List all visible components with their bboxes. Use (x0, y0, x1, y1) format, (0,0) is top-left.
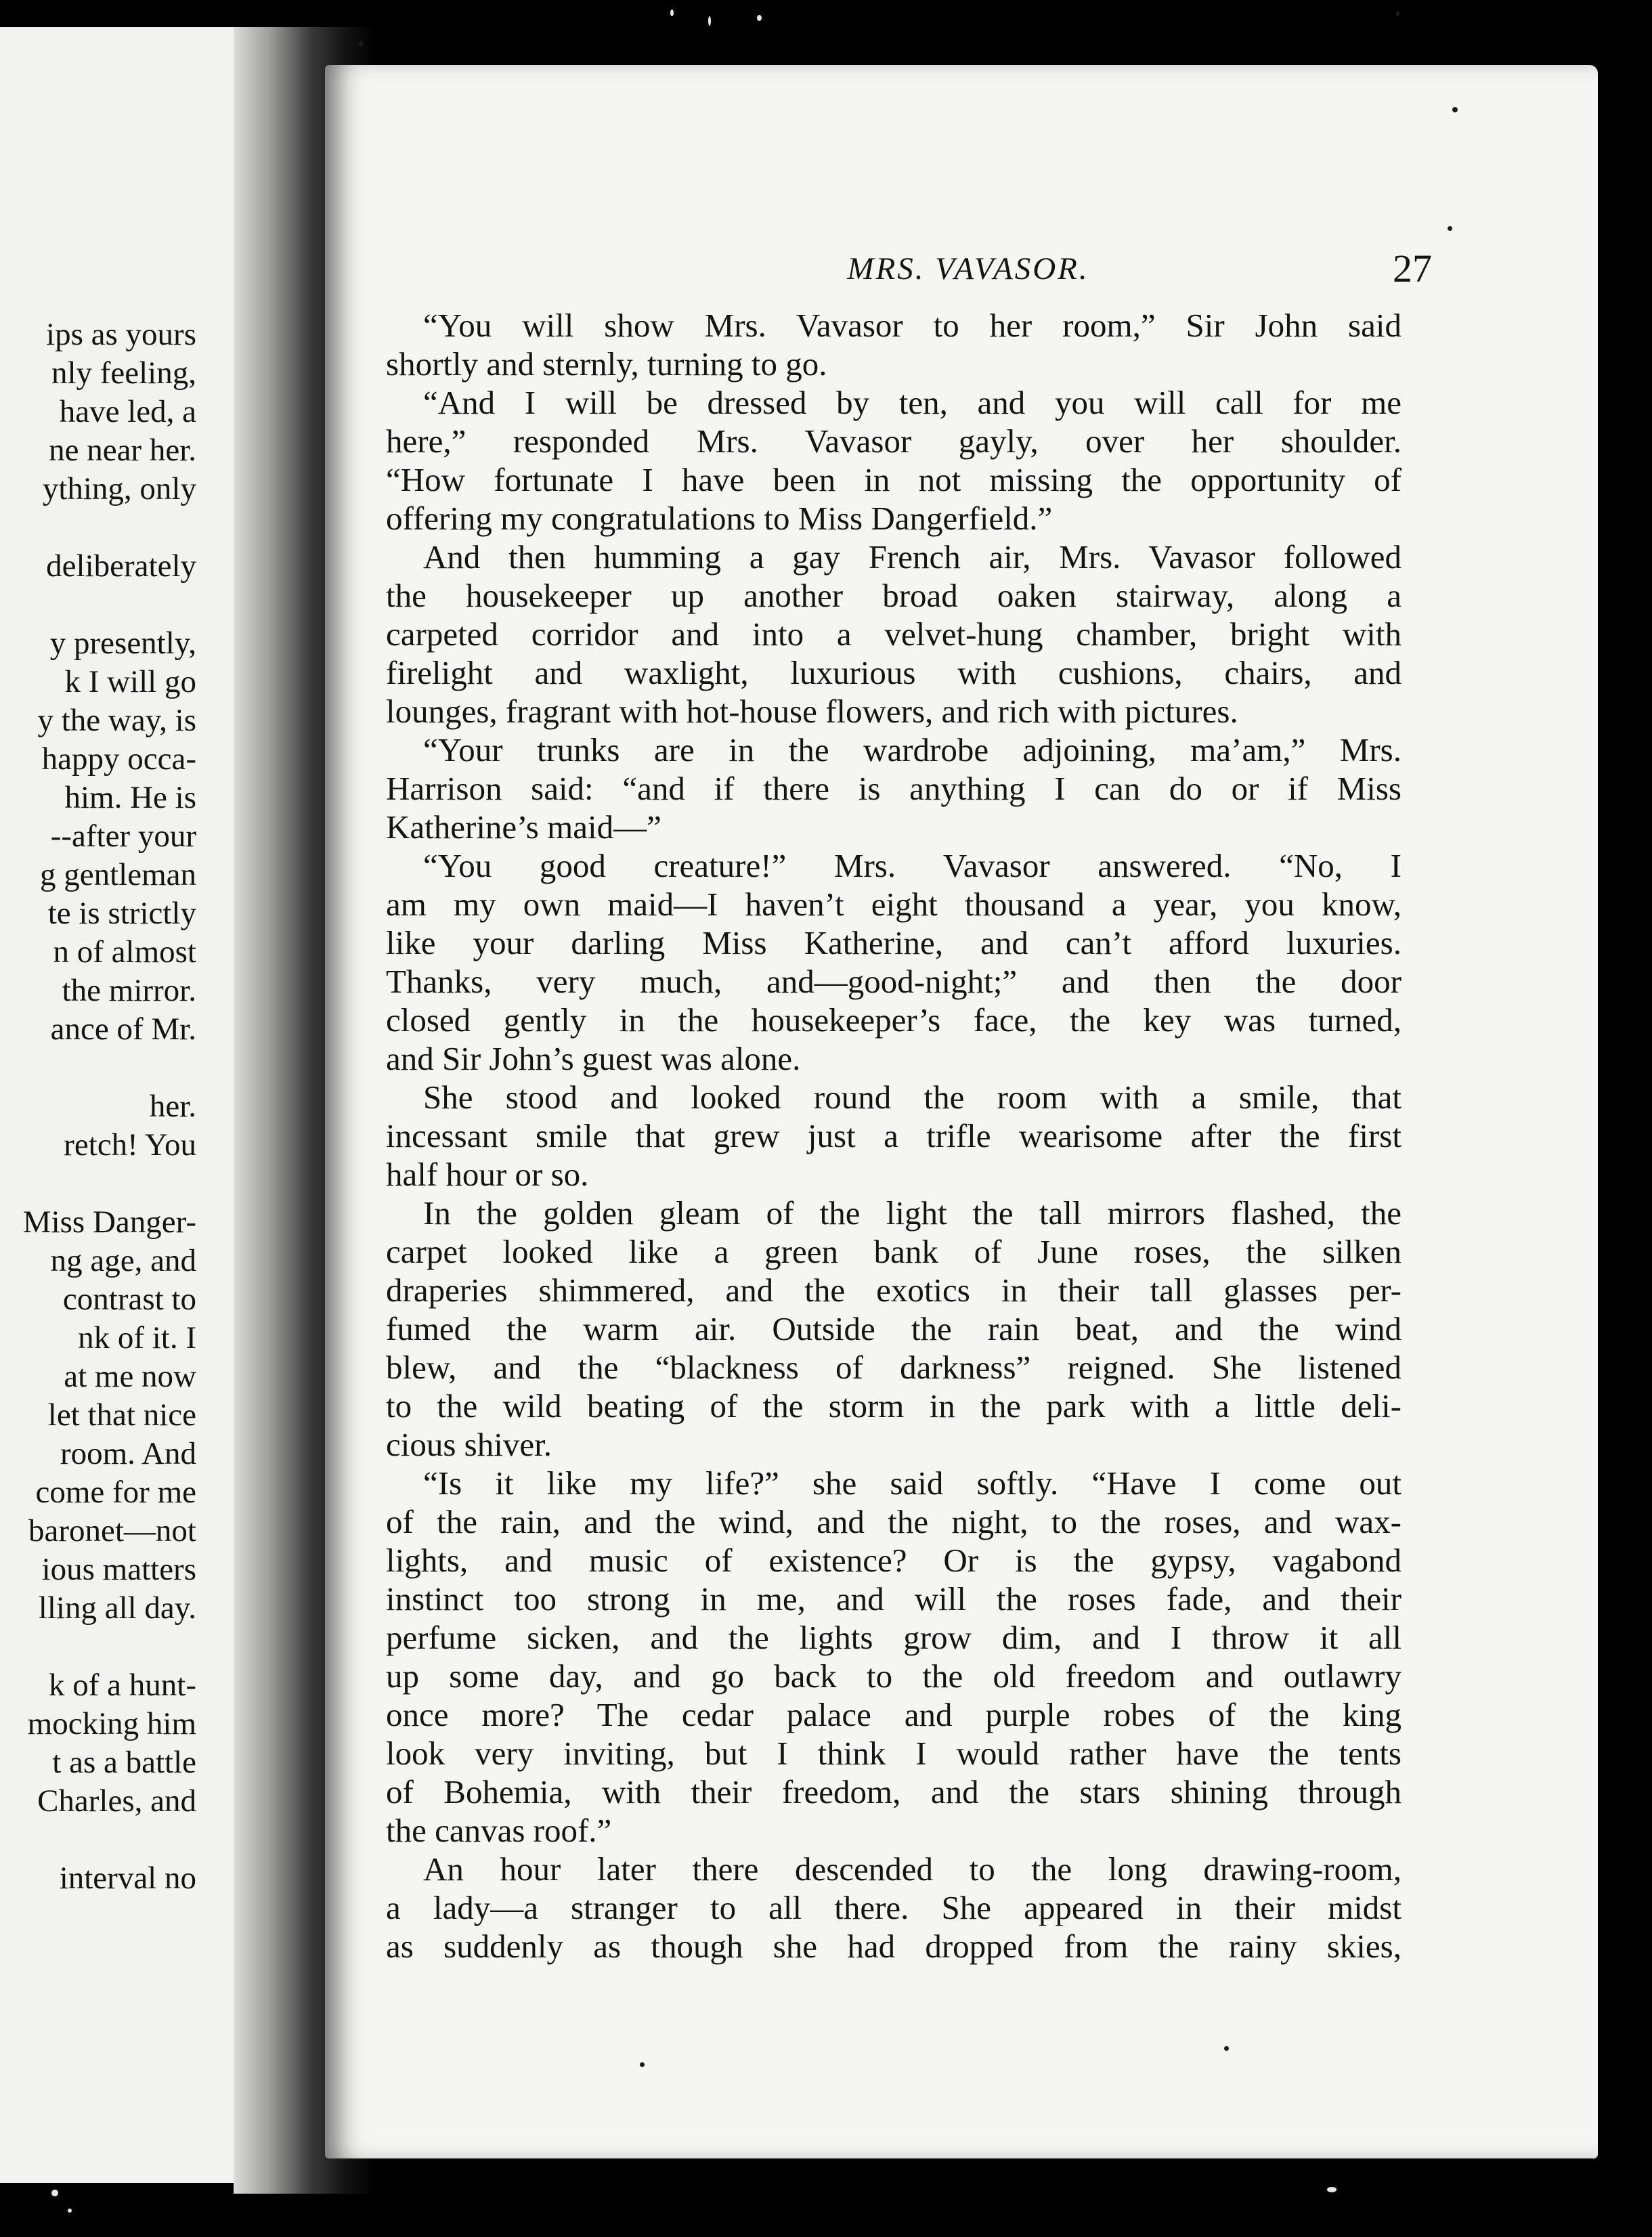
previous-page-line: ious matters (41, 1552, 196, 1587)
previous-page-line: happy occa- (41, 741, 196, 777)
text-line: blew, and the “blackness of darkness” reigned. She listened (386, 1349, 1401, 1386)
previous-page-line: deliberately (46, 548, 196, 584)
page-number: 27 (1393, 246, 1432, 290)
text-line: Thanks, very much, and—good-night;” and then the door (386, 963, 1401, 1000)
text-line: Katherine’s maid—” (386, 808, 661, 846)
previous-page-line: her. (149, 1089, 196, 1124)
text-line: once more? The cedar palace and purple robes of the king (386, 1696, 1401, 1733)
text-line: cious shiver. (386, 1426, 552, 1463)
previous-page-line: nly feeling, (51, 355, 196, 391)
previous-page-line: t as a battle (52, 1745, 196, 1780)
previous-page-line: room. And (60, 1436, 196, 1471)
previous-page-line: y presently, (49, 626, 196, 661)
text-line: here,” responded Mrs. Vavasor gayly, over her shoulder. (386, 422, 1401, 460)
text-line: draperies shimmered, and the exotics in their tall glasses per- (386, 1272, 1401, 1309)
text-line: “How fortunate I have been in not missing the opportunity of (386, 461, 1401, 498)
text-line: An hour later there descended to the long drawing-room, (423, 1850, 1401, 1888)
text-line: shortly and sternly, turning to go. (386, 345, 827, 383)
text-line: “You will show Mrs. Vavasor to her room,” Sir John said (423, 307, 1401, 344)
previous-page-line: retch! You (64, 1127, 196, 1163)
dust-speck (670, 9, 674, 16)
text-line: of Bohemia, with their freedom, and the stars shining through (386, 1773, 1401, 1810)
ink-speck (1224, 2046, 1229, 2051)
text-line: look very inviting, but I think I would rather have the tents (386, 1735, 1401, 1772)
text-line: perfume sicken, and the lights grow dim, and I throw it all (386, 1619, 1401, 1656)
text-line: am my own maid—I haven’t eight thousand a year, you know, (386, 886, 1401, 923)
previous-page-line: Charles, and (37, 1783, 196, 1819)
previous-page-line (0, 1165, 196, 1203)
ink-speck (1448, 226, 1452, 231)
dust-speck (1327, 2187, 1336, 2192)
previous-page-line: nk of it. I (78, 1320, 196, 1355)
text-line: the canvas roof.” (386, 1812, 612, 1849)
previous-page-line: the mirror. (62, 973, 196, 1008)
previous-page-line: him. He is (64, 780, 196, 815)
text-line: “And I will be dressed by ten, and you will call for me (423, 384, 1401, 421)
previous-page-line: k of a hunt- (49, 1668, 196, 1703)
dust-speck (68, 2209, 72, 2213)
running-head: MRS. VAVASOR. (847, 251, 1089, 286)
text-line: of the rain, and the wind, and the night, to the roses, and wax- (386, 1503, 1401, 1540)
dust-speck (51, 2190, 58, 2196)
previous-page-line: Miss Danger- (22, 1204, 196, 1240)
previous-page-line: have led, a (59, 394, 196, 429)
previous-page-line: lling all day. (38, 1590, 196, 1626)
text-line: carpet looked like a green bank of June roses, the silken (386, 1233, 1401, 1270)
previous-page-line: ng age, and (50, 1243, 196, 1278)
body-text (386, 306, 1401, 1965)
text-line: half hour or so. (386, 1156, 589, 1193)
previous-page-line: ne near her. (49, 433, 196, 468)
text-line: and Sir John’s guest was alone. (386, 1040, 801, 1077)
book-page (325, 65, 1598, 2158)
ink-speck (1396, 11, 1399, 16)
text-line: incessant smile that grew just a trifle wearisome after the first (386, 1117, 1401, 1154)
text-line: In the golden gleam of the light the tall mirrors flashed, the (423, 1194, 1401, 1232)
text-line: a lady—a stranger to all there. She appeared in their midst (386, 1889, 1401, 1926)
previous-page-line (0, 586, 196, 624)
previous-page-line: come for me (35, 1475, 196, 1510)
text-line: Harrison said: “and if there is anything I can do or if Miss (386, 770, 1401, 807)
text-line: up some day, and go back to the old freedom and outlawry (386, 1657, 1401, 1695)
previous-page-line: let that nice (47, 1397, 196, 1433)
ink-speck (359, 41, 363, 47)
previous-page-line: ips as yours (46, 317, 196, 352)
text-line: like your darling Miss Katherine, and can’t afford luxuries. (386, 924, 1401, 961)
previous-page-line: y the way, is (37, 703, 196, 738)
previous-page-line: te is strictly (47, 896, 196, 931)
text-line: She stood and looked round the room with a smile, that (423, 1079, 1401, 1116)
text-line: carpeted corridor and into a velvet-hung chamber, bright with (386, 615, 1401, 653)
text-line: as suddenly as though she had dropped from the rainy skies, (386, 1928, 1401, 1965)
text-line: fumed the warm air. Outside the rain beat, and the wind (386, 1310, 1401, 1347)
text-line: closed gently in the housekeeper’s face, the key was turned, (386, 1001, 1401, 1039)
text-line: lights, and music of existence? Or is the gypsy, vagabond (386, 1542, 1401, 1579)
dust-speck (708, 16, 711, 26)
previous-page-line: contrast to (62, 1282, 196, 1317)
ink-speck (640, 2062, 645, 2067)
previous-page-line: ything, only (42, 471, 196, 506)
text-line: “Is it like my life?” she said softly. “Have I come out (423, 1464, 1401, 1502)
ink-speck (1452, 107, 1458, 112)
dust-speck (757, 15, 762, 21)
text-line: “You good creature!” Mrs. Vavasor answered. “No, I (423, 847, 1401, 884)
previous-page-fragment (0, 27, 271, 2183)
text-line: offering my congratulations to Miss Dangerfield.” (386, 500, 1053, 537)
previous-page-line (0, 508, 196, 547)
previous-page-text (0, 316, 196, 1898)
text-line: firelight and waxlight, luxurious with cushions, chairs, and (386, 654, 1401, 691)
previous-page-line (0, 1628, 196, 1666)
previous-page-line: n of almost (53, 934, 196, 970)
previous-page-line: mocking him (27, 1706, 196, 1741)
text-line: lounges, fragrant with hot-house flowers, and rich with pictures. (386, 693, 1238, 730)
text-line: the housekeeper up another broad oaken stairway, along a (386, 577, 1401, 614)
text-line: instinct too strong in me, and will the roses fade, and their (386, 1580, 1401, 1617)
previous-page-line: baronet—not (28, 1513, 196, 1548)
previous-page-line (0, 1821, 196, 1859)
previous-page-line: at me now (64, 1359, 196, 1394)
text-line: to the wild beating of the storm in the park with a little deli- (386, 1387, 1401, 1425)
text-line: “Your trunks are in the wardrobe adjoining, ma’am,” Mrs. (423, 731, 1401, 768)
previous-page-line: --after your (50, 819, 196, 854)
previous-page-line: interval no (59, 1861, 196, 1896)
previous-page-line: k I will go (64, 664, 196, 699)
previous-page-line (0, 1049, 196, 1087)
previous-page-line: g gentleman (39, 857, 196, 892)
text-line: And then humming a gay French air, Mrs. Vavasor followed (423, 538, 1401, 575)
previous-page-line: ance of Mr. (50, 1012, 196, 1047)
page-header (325, 245, 1598, 292)
